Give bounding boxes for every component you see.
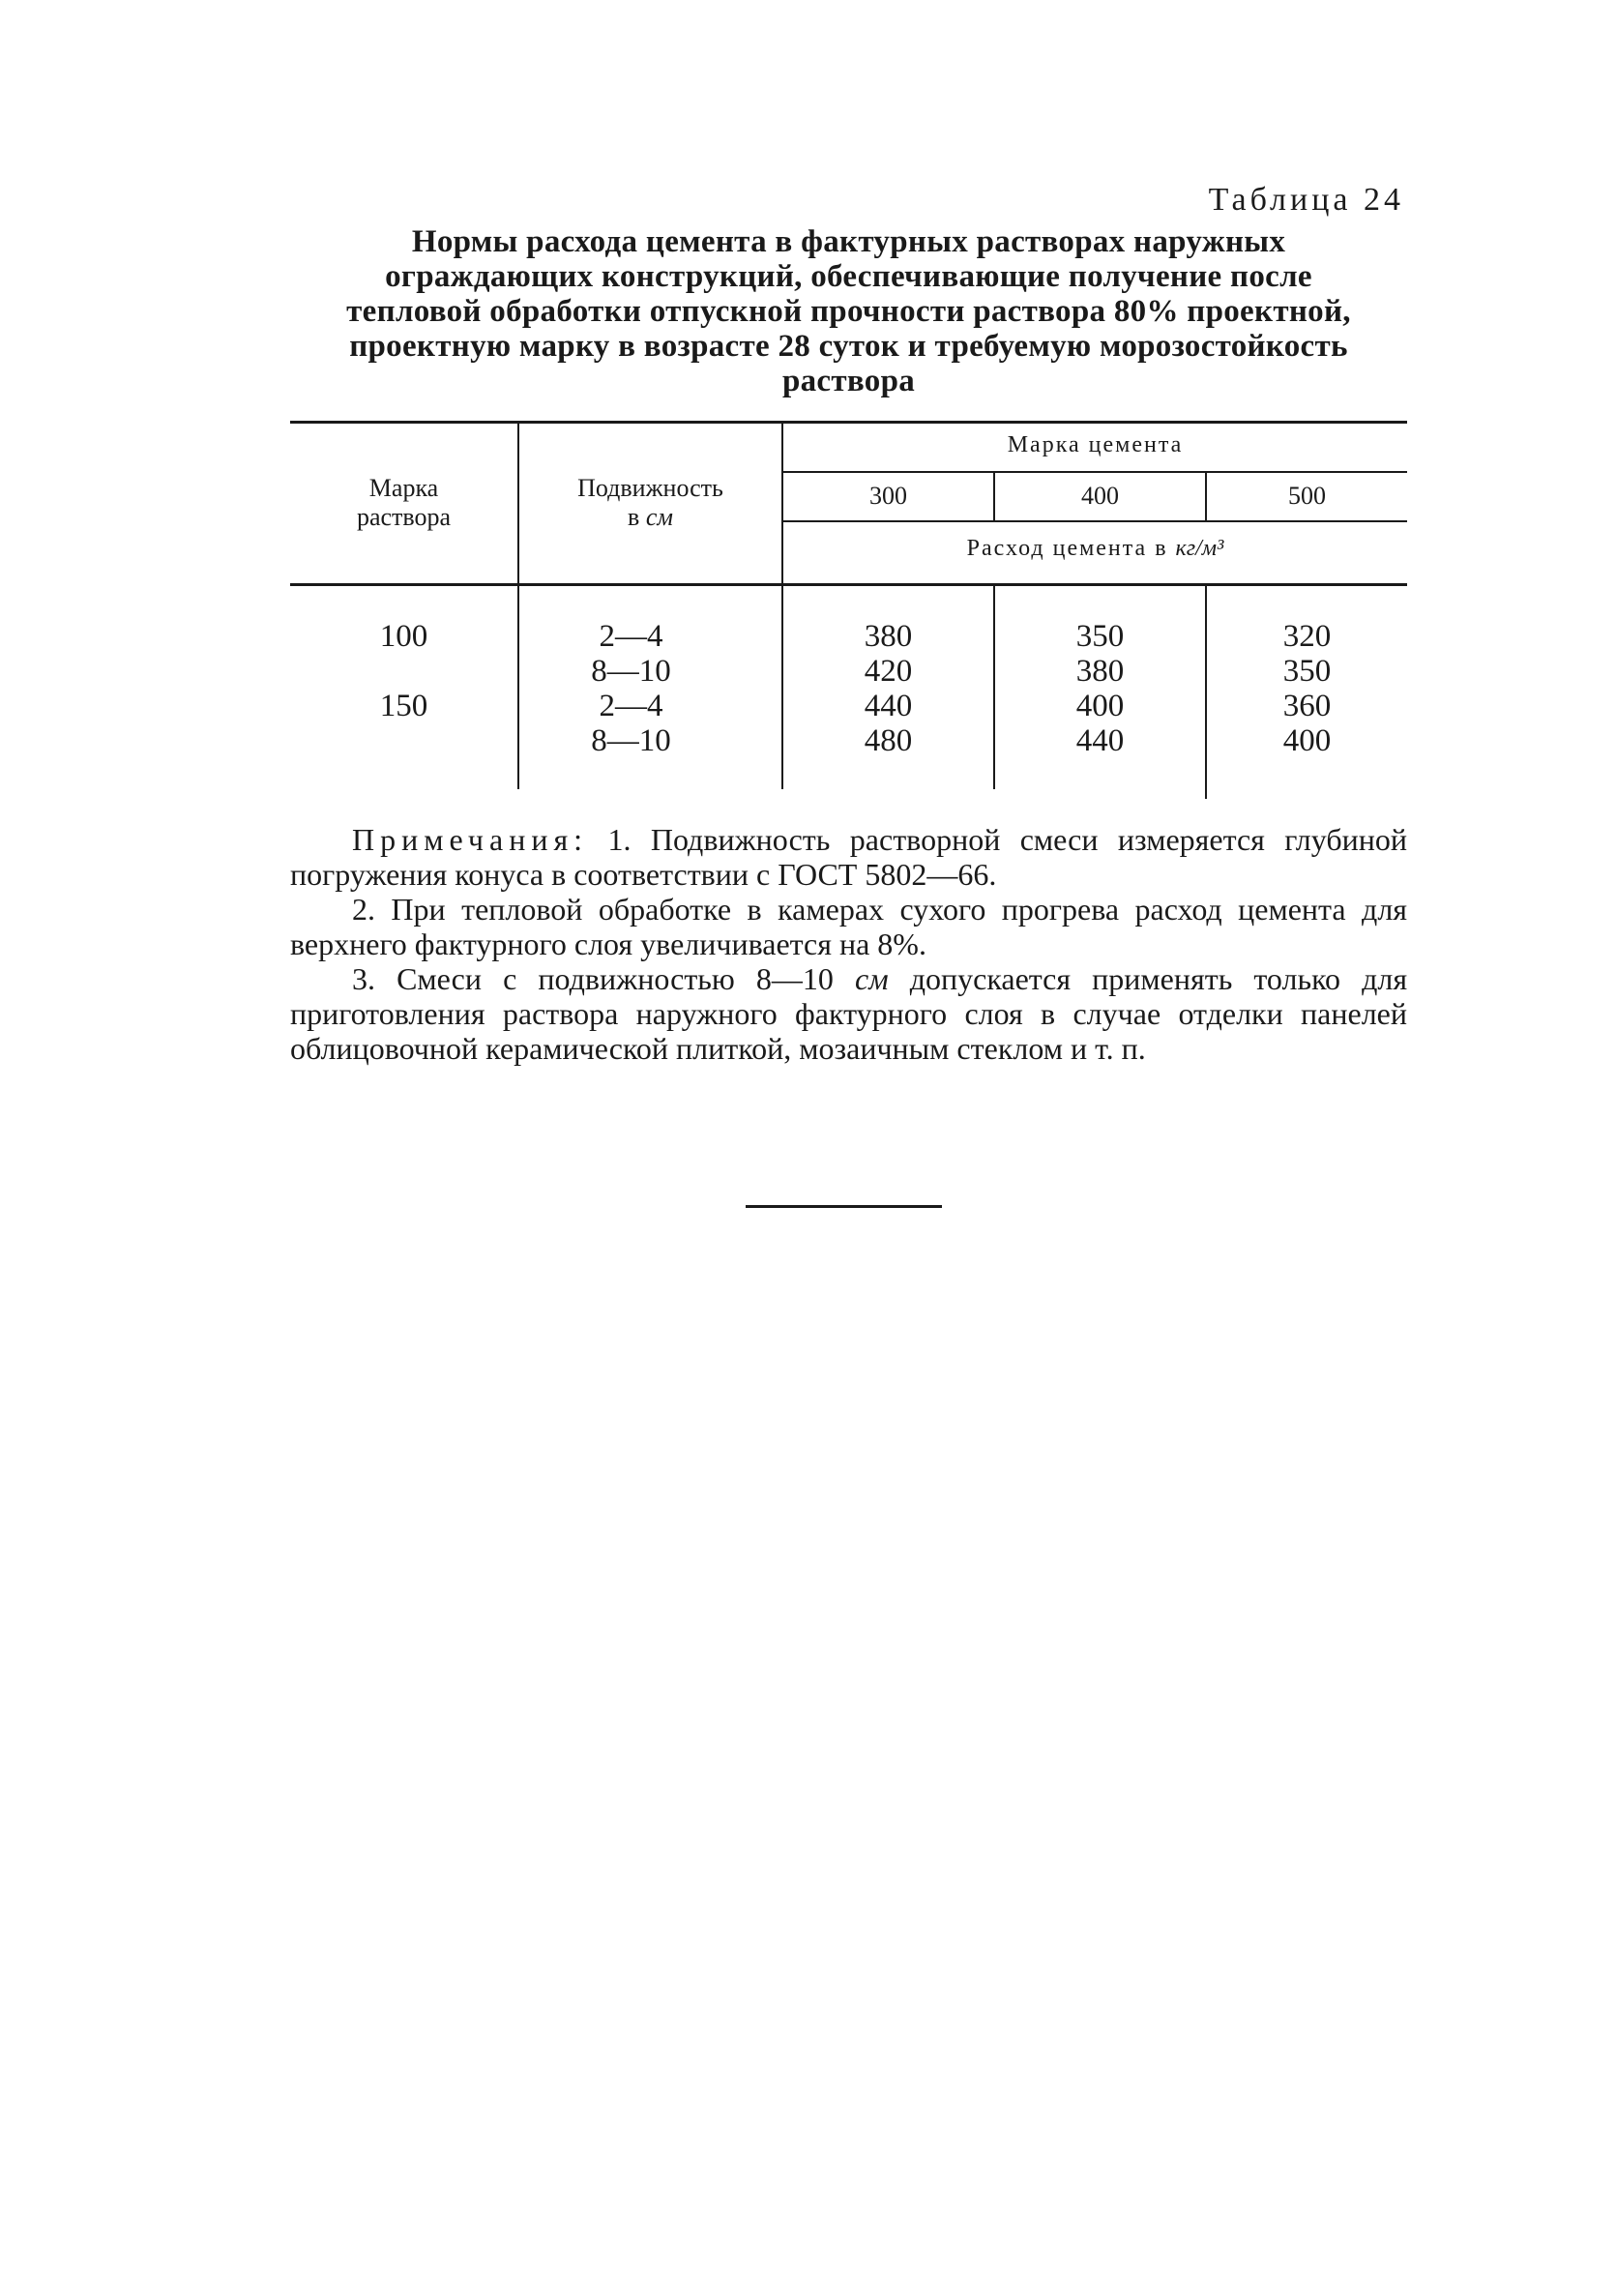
cell-mobility: 8—10	[591, 723, 671, 758]
cell-mortar-grade: 100	[379, 619, 428, 654]
cell-400: 400	[1075, 689, 1125, 723]
note-2-text: 2. При тепловой обработке в камерах сухого прогрева расход цемента для верхнего фактурного слоя увеличивается на 8%.	[290, 892, 1407, 961]
cell-400: 380	[1075, 654, 1125, 689]
cell-400: 350	[1075, 619, 1125, 654]
cell-mobility: 8—10	[591, 654, 671, 689]
cell-400: 440	[1075, 723, 1125, 758]
note-3-unit: см	[854, 961, 889, 996]
header-mobility-prefix: в	[628, 503, 640, 531]
title-line: проектную марку в возрасте 28 суток и требуемую морозостойкость	[349, 329, 1348, 364]
header-grade-300	[783, 482, 993, 511]
note-3	[290, 961, 1407, 1066]
note-3-text-before: 3. Смеси с подвижностью 8—10	[352, 961, 834, 996]
table-number: Таблица 24	[1208, 182, 1404, 218]
header-mobility-unit: см	[645, 503, 673, 531]
note-3-text-after: допускается применять только для приготовления раствора наружного фактурного слоя в случае отделки панелей облицовочной керамической плиткой, мозаичным стеклом и т. п.	[290, 961, 1408, 1066]
header-mobility	[519, 474, 781, 532]
consumption-caption: Расход цемента в	[966, 536, 1168, 561]
cell-300: 440	[864, 689, 913, 723]
notes-heading: Примечания:	[352, 822, 589, 857]
cell-500: 350	[1282, 654, 1332, 689]
end-divider	[746, 1205, 942, 1208]
consumption-unit: кг/м³	[1175, 536, 1224, 561]
grades-rule	[781, 520, 1407, 522]
cement-grade-caption: Марка цемента	[1007, 432, 1184, 457]
note-1-text: 1. Подвижность растворной смеси измеряется глубиной погружения конуса в соответствии с ГОСТ 5802—66.	[290, 822, 1407, 892]
cell-mobility: 2—4	[599, 619, 663, 654]
table-top-rule	[290, 421, 1407, 424]
header-mortar-line: раствора	[356, 503, 452, 531]
cell-300: 480	[864, 723, 913, 758]
cell-mobility: 2—4	[599, 689, 663, 723]
cell-500: 400	[1282, 723, 1332, 758]
title-line: раствора	[781, 364, 916, 398]
cell-mortar-grade: 150	[379, 689, 428, 723]
cement-grade-rule	[781, 471, 1407, 473]
header-mortar-line: Марка	[368, 474, 439, 502]
title-line: ограждающих конструкций, обеспечивающие получение после	[385, 259, 1312, 294]
cell-500: 360	[1282, 689, 1332, 723]
note-2	[290, 892, 1407, 961]
header-cement-grade	[783, 430, 1407, 459]
notes-section	[290, 822, 1407, 1066]
header-mortar-grade	[290, 474, 517, 532]
header-bottom-rule	[290, 583, 1407, 586]
header-mobility-line: Подвижность	[577, 474, 723, 502]
header-consumption	[783, 534, 1407, 563]
grade-label: 500	[1288, 482, 1326, 510]
title-line: тепловой обработки отпускной прочности раствора 80% проектной,	[346, 294, 1351, 329]
grade-label: 300	[869, 482, 907, 510]
header-grade-500	[1207, 482, 1407, 511]
header-grade-400	[995, 482, 1205, 511]
cell-300: 420	[864, 654, 913, 689]
title-line: Нормы расхода цемента в фактурных растворах наружных	[411, 224, 1286, 259]
cell-500: 320	[1282, 619, 1332, 654]
cement-consumption-table	[0, 0, 1616, 870]
note-1	[290, 822, 1407, 892]
cell-300: 380	[864, 619, 913, 654]
grade-label: 400	[1081, 482, 1119, 510]
